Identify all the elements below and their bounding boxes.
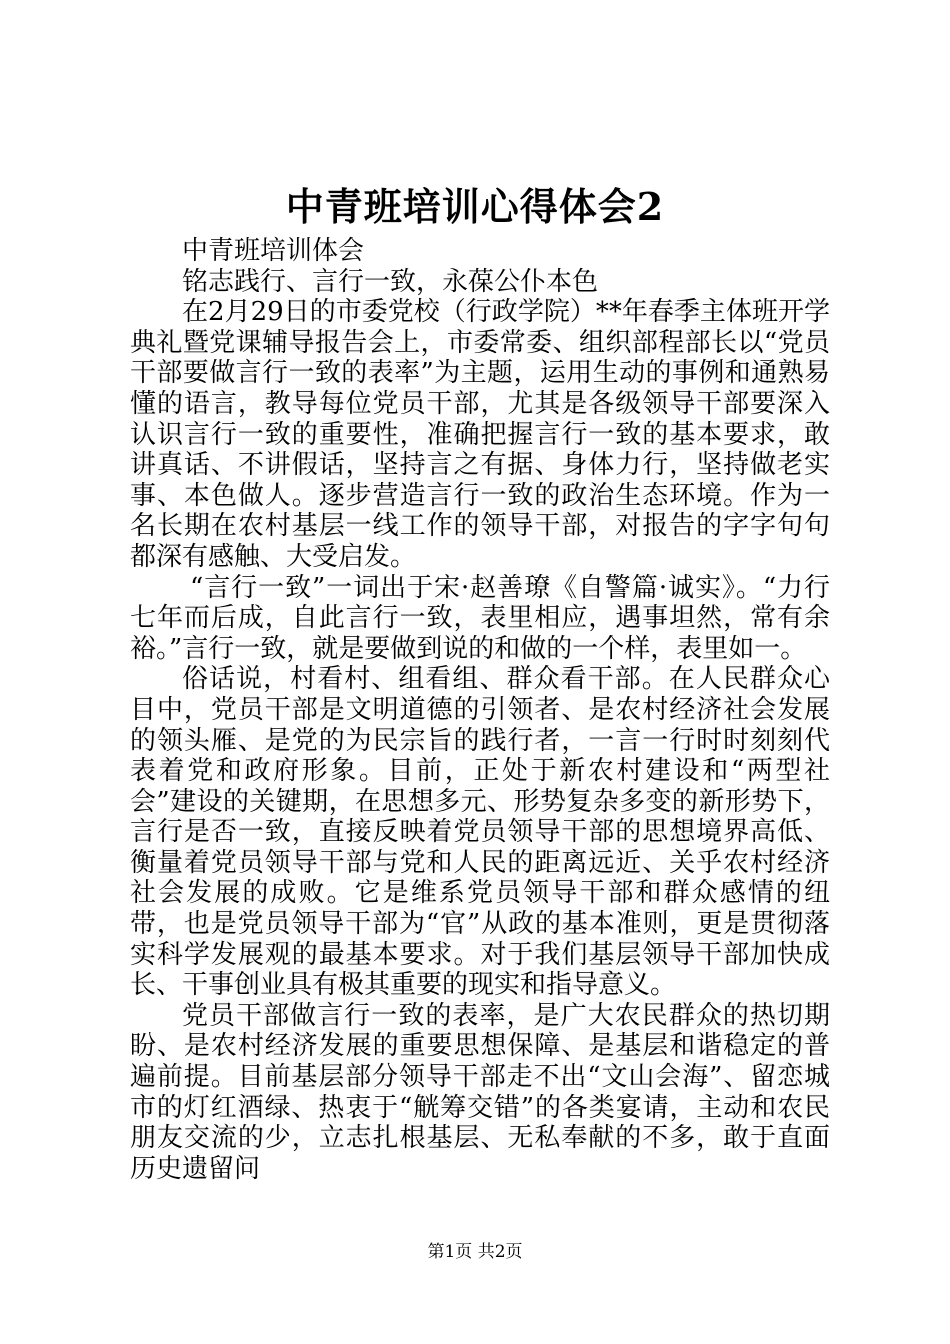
document-body: [130, 236, 830, 1184]
paragraph-text: 党员干部做言行一致的表率，是广大农民群众的热切期盼、是农村经济发展的重要思想保障、是基层和谐稳定的普遍前提。目前基层部分领导干部走不出“文山会海”、留恋城市的灯红酒绿、热衷于“觥筹交错”的各类宴请，主动和农民朋友交流的少，立志扎根基层、无私奉献的不多，敢于直面历史遗留问: [130, 1000, 830, 1184]
paragraph-text: “言行一致”一词出于宋·赵善璙《自警篇·诚实》。“力行七年而后成，自此言行一致，表里相应，遇事坦然，常有余裕。”言行一致，就是要做到说的和做的一个样，表里如一。: [130, 572, 830, 664]
paragraph-text: 在2月29日的市委党校（行政学院）**年春季主体班开学典礼暨党课辅导报告会上，市委常委、组织部程部长以“党员干部要做言行一致的表率”为主题，运用生动的事例和通熟易懂的语言，教导每位党员干部，尤其是各级领导干部要深入认识言行一致的重要性，准确把握言行一致的基本要求，敢讲真话、不讲假话，坚持言之有据、身体力行，坚持做老实事、本色做人。逐步营造言行一致的政治生态环境。作为一名长期在农村基层一线工作的领导干部，对报告的字字句句都深有感触、大受启发。: [130, 297, 830, 572]
page-footer: 第1页 共2页: [427, 1242, 523, 1262]
paragraph-heading: 铭志践行、言行一致，永葆公仆本色: [182, 266, 599, 297]
document-title: 中青班培训心得体会2: [285, 184, 665, 229]
paragraph-text: 俗话说，村看村、组看组、群众看干部。在人民群众心目中，党员干部是文明道德的引领者、是农村经济社会发展的领头雁、是党的为民宗旨的践行者，一言一行时时刻刻代表着党和政府形象。目前，正处于新农村建设和“两型社会”建设的关键期，在思想多元、形势复杂多变的新形势下，言行是否一致，直接反映着党员领导干部的思想境界高低、衡量着党员领导干部与党和人民的距离远近、关乎农村经济社会发展的成败。它是维系党员领导干部和群众感情的纽带，也是党员领导干部为“官”从政的基本准则，更是贯彻落实科学发展观的最基本要求。对于我们基层领导干部加快成长、干事创业具有极其重要的现实和指导意义。: [130, 664, 830, 1001]
paragraph-subtitle: 中青班培训体会: [182, 236, 365, 266]
